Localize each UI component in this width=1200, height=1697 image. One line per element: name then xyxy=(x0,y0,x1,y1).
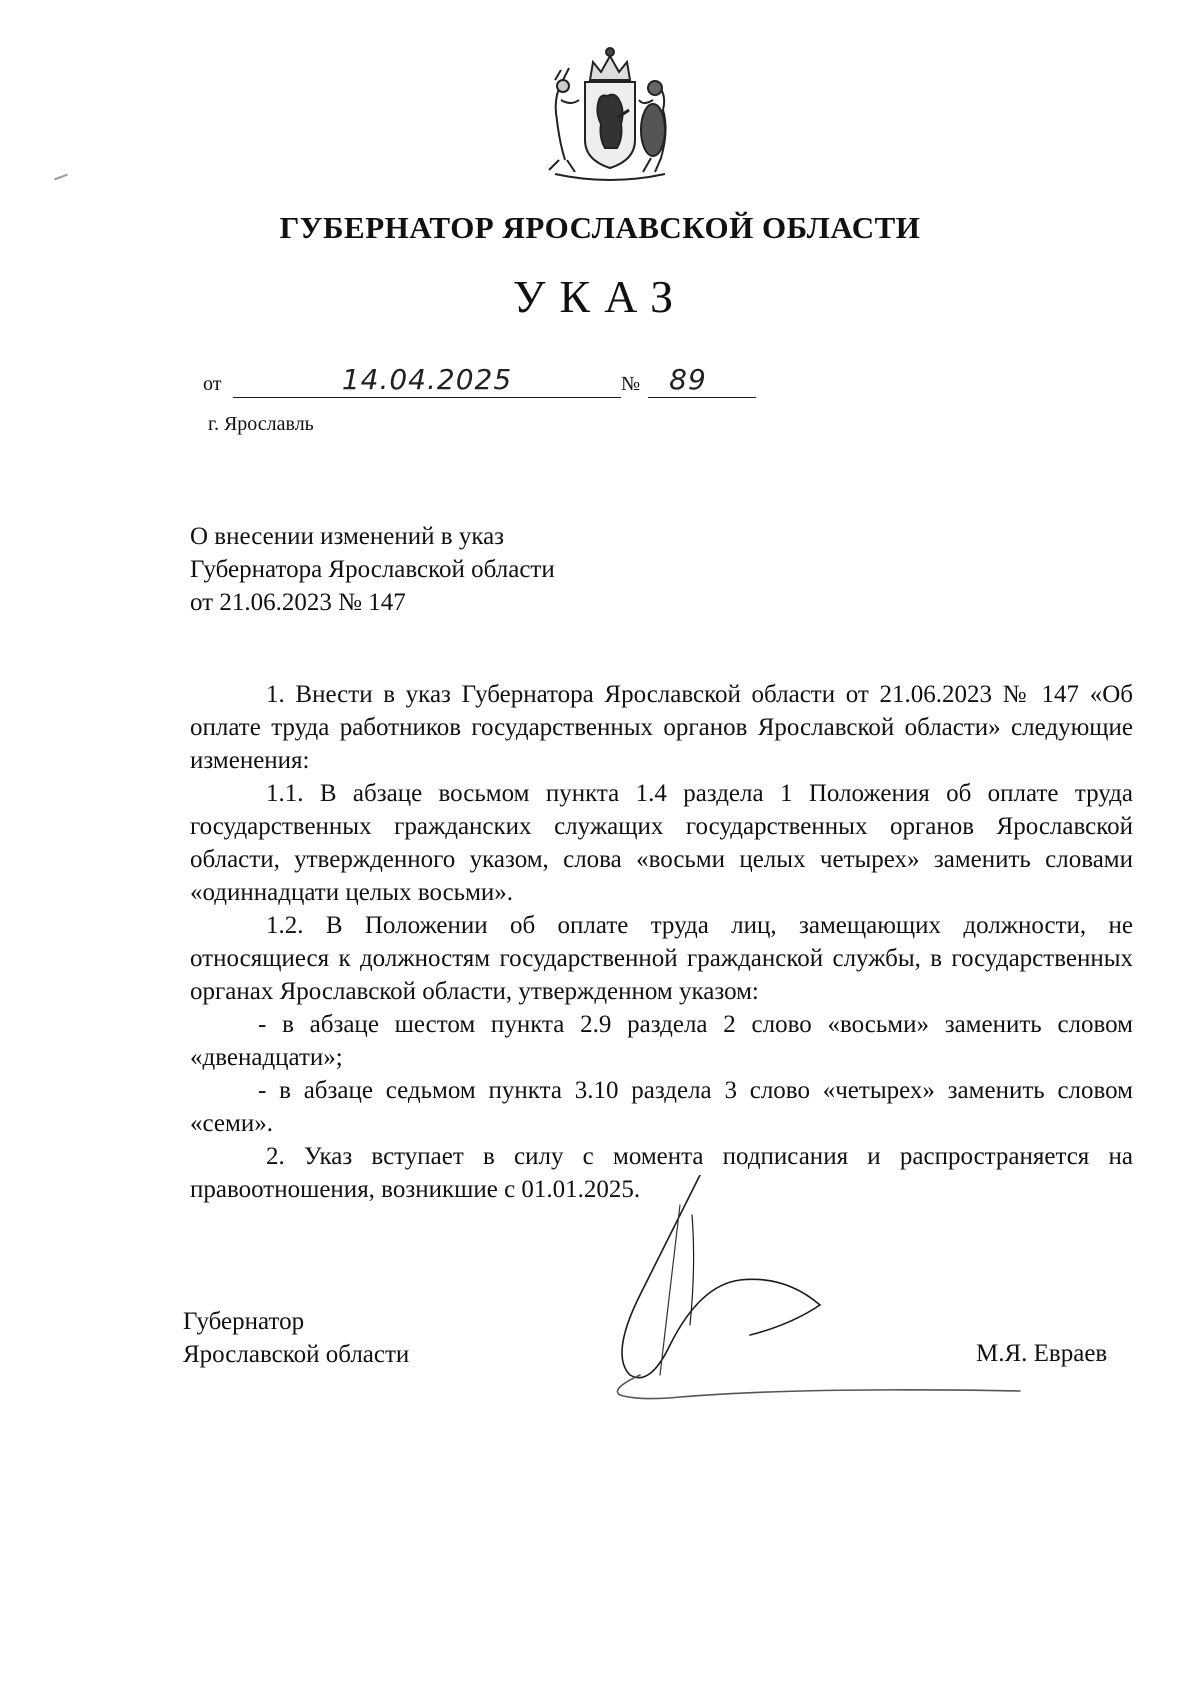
date-value: 14.04.2025 xyxy=(341,363,513,396)
subject-line: О внесении изменений в указ xyxy=(190,523,505,550)
body-paragraph: 2. Указ вступает в силу с момента подписания и распространяется на правоотношения, возникшие с 01.01.2025. xyxy=(190,1143,1133,1203)
body-paragraph: - в абзаце шестом пункта 2.9 раздела 2 слово «восьми» заменить словом «двенадцати»; xyxy=(190,1011,1133,1071)
subject-line: от 21.06.2023 № 147 xyxy=(190,589,406,616)
scan-mark xyxy=(54,174,68,181)
date-prefix: от xyxy=(203,373,222,395)
number-value: 89 xyxy=(669,363,707,396)
position-line: Ярославской области xyxy=(183,1341,410,1368)
subject-block xyxy=(190,520,555,619)
issuing-authority: ГУБЕРНАТОР ЯРОСЛАВСКОЙ ОБЛАСТИ xyxy=(279,210,921,245)
subject-line: Губернатора Ярославской области xyxy=(190,556,555,583)
handwritten-signature xyxy=(600,1175,1040,1425)
body-paragraph: 1. Внести в указ Губернатора Ярославской области от 21.06.2023 № 147 «Об оплате труда работников государственных органов Ярославской области» следующие изменения: xyxy=(190,681,1133,774)
number-prefix: № xyxy=(621,373,641,395)
position-line: Губернатор xyxy=(183,1308,305,1335)
city: г. Ярославль xyxy=(208,413,314,435)
date-number-row xyxy=(203,363,707,403)
body-paragraph: 1.2. В Положении об оплате труда лиц, замещающих должности, не относящиеся к должностям государственной гражданской службы, в государственных органах Ярославской области, утвержденном указом: xyxy=(190,912,1133,1005)
body-paragraph: - в абзаце седьмом пункта 3.10 раздела 3 слово «четырех» заменить словом «семи». xyxy=(190,1077,1133,1137)
date-field xyxy=(233,363,621,398)
signatory-position xyxy=(183,1305,409,1371)
coat-of-arms-icon xyxy=(535,40,685,190)
decree-body xyxy=(190,678,1133,1206)
signatory-name: М.Я. Евраев xyxy=(976,1340,1108,1367)
body-paragraph: 1.1. В абзаце восьмом пункта 1.4 раздела 1 Положения об оплате труда государственных гражданских служащих государственных органов Ярославской области, утвержденного указом, слова «восьми целых четырех» заменить словами «одиннадцати целых восьми». xyxy=(190,780,1133,906)
document-type: УКАЗ xyxy=(512,271,688,322)
number-field xyxy=(648,363,756,398)
